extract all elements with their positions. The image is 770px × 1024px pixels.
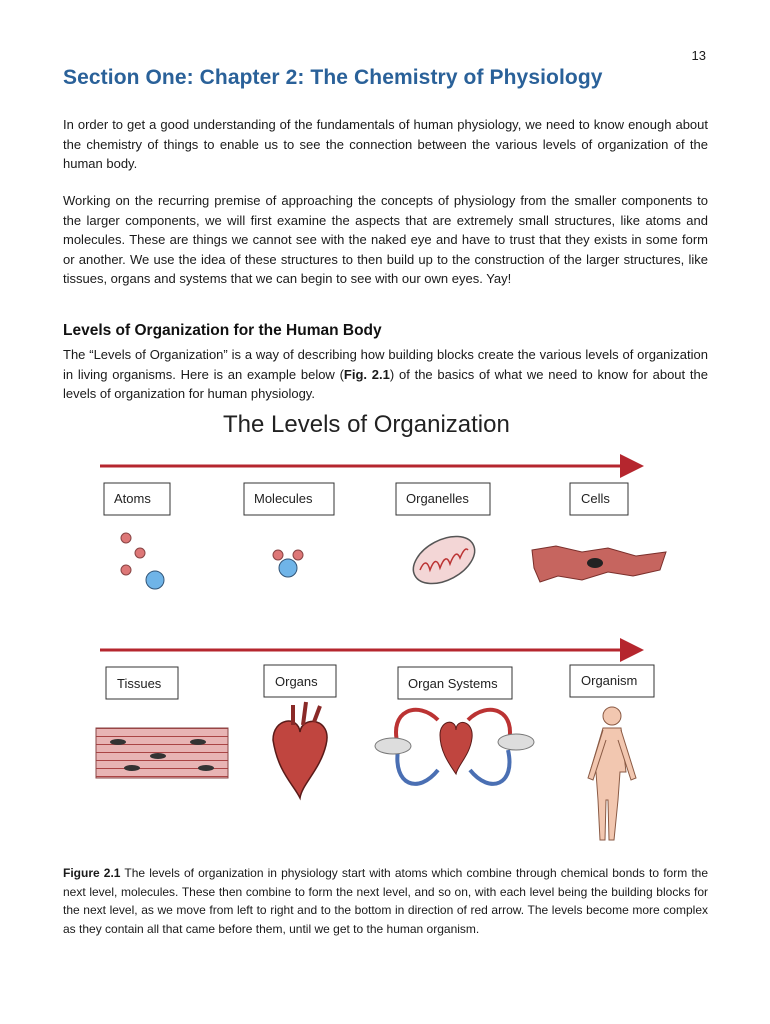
premise-paragraph: Working on the recurring premise of approaching the concepts of physiology from the smaller components to the larger components, we will first examine the aspects that are extremely small structures, like atoms and molecules. These are things we cannot see with the naked eye and have to trust that they exists in some form or another. We use the idea of these structures to then build up to the construction of the larger structures, like tissues, organs and systems that we can begin to see with our own eyes. Yay! bbox=[63, 193, 708, 286]
levels-paragraph bbox=[63, 345, 708, 404]
molecules-label: Molecules bbox=[254, 491, 313, 506]
cell-illustration bbox=[532, 546, 666, 582]
organs-label-box bbox=[264, 665, 336, 697]
organism-label-box bbox=[570, 665, 654, 697]
molecules-label-box bbox=[244, 483, 334, 515]
levels-figure-svg bbox=[88, 400, 688, 850]
levels-paragraph-text-after: ) of the basics of what we need to know for about the levels of organization for human physiology. bbox=[63, 366, 708, 401]
atoms-label: Atoms bbox=[114, 491, 151, 506]
organ-system-illustration bbox=[375, 710, 534, 784]
figure-title: The Levels of Organization bbox=[223, 411, 510, 438]
mitochondrion-illustration bbox=[405, 527, 482, 593]
figure-caption bbox=[63, 864, 708, 938]
organ-systems-label: Organ Systems bbox=[408, 676, 498, 691]
molecule-illustration bbox=[273, 550, 303, 577]
figure-reference: Fig. 2.1 bbox=[343, 366, 390, 382]
levels-figure bbox=[88, 400, 688, 850]
section-heading: Levels of Organization for the Human Body bbox=[63, 322, 382, 339]
caption-label: Figure 2.1 bbox=[63, 866, 121, 880]
organism-label: Organism bbox=[581, 673, 638, 688]
levels-paragraph-text-before: The “Levels of Organization” is a way of describing how building blocks create the various levels of organization in living organisms. Here is an example below ( bbox=[63, 347, 708, 382]
organ-systems-label-box bbox=[398, 667, 512, 699]
organelles-label-box bbox=[396, 483, 490, 515]
caption-text: The levels of organization in physiology start with atoms which combine through chemical bonds to form the next level, molecules. These then combine to form the next level, and so on, with each level being the building blocks for the next level, as we move from left to right and to the bottom in direction of red arrow. The levels become more complex as they contain all that came before them, until we get to the human organism. bbox=[63, 866, 709, 936]
organs-label: Organs bbox=[275, 674, 318, 689]
atoms-illustration bbox=[121, 533, 164, 589]
atoms-label-box bbox=[104, 483, 170, 515]
tissue-illustration bbox=[96, 728, 228, 778]
heart-illustration bbox=[273, 702, 327, 798]
human-body-illustration bbox=[588, 707, 636, 840]
cells-label: Cells bbox=[581, 491, 610, 506]
organelles-label: Organelles bbox=[406, 491, 469, 506]
cells-label-box bbox=[570, 483, 628, 515]
tissues-label: Tissues bbox=[117, 676, 162, 691]
tissues-label-box bbox=[106, 667, 178, 699]
intro-paragraph: In order to get a good understanding of the fundamentals of human physiology, we need to know enough about the chemistry of things to enable us to see the connection between the various levels of organization of the human body. bbox=[63, 117, 708, 171]
chapter-title: Section One: Chapter 2: The Chemistry of Physiology bbox=[63, 66, 603, 89]
page-number: 13 bbox=[691, 48, 706, 63]
